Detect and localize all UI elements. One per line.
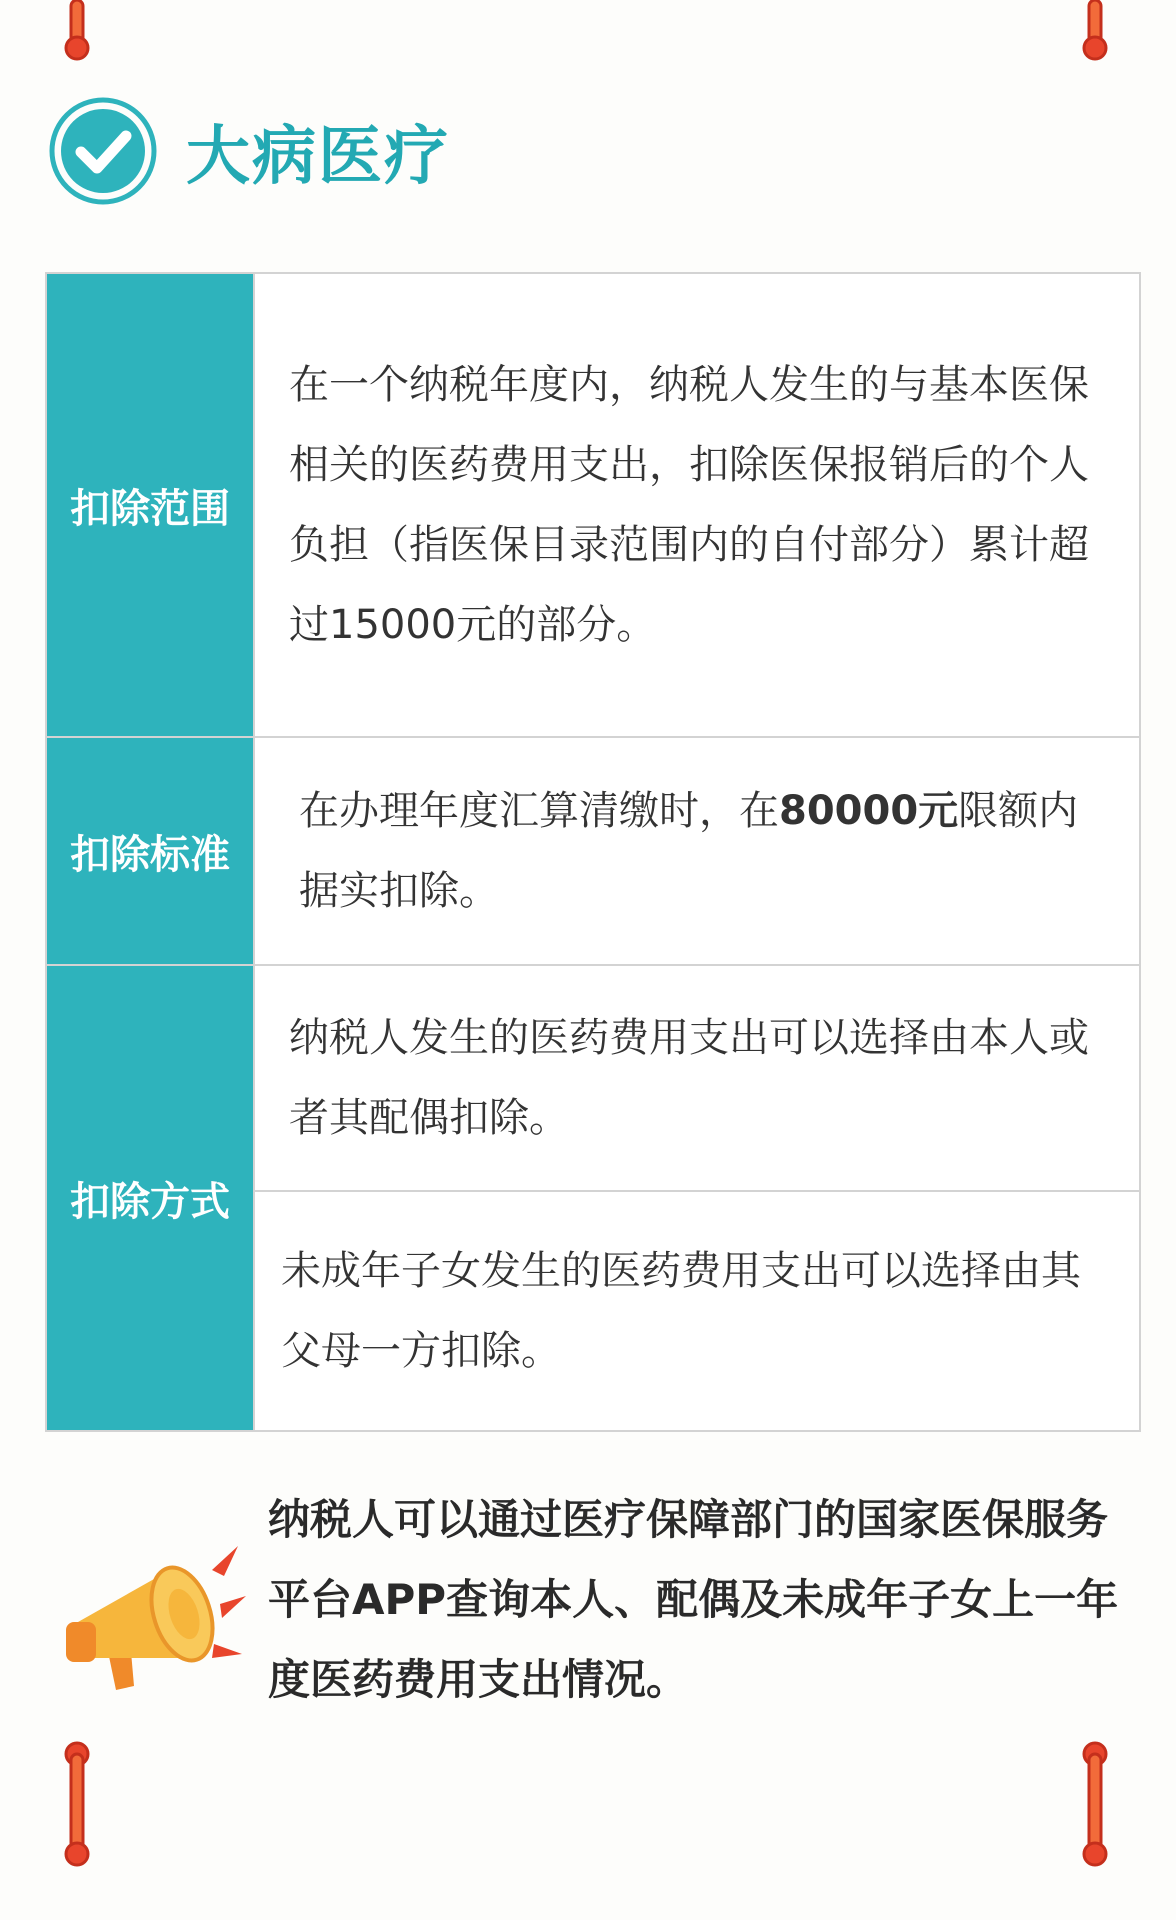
page-title: 大病医疗	[186, 120, 450, 194]
cell-standard	[254, 737, 1140, 965]
table-row	[46, 273, 1140, 737]
label-scope: 扣除范围	[46, 273, 254, 737]
check-circle-icon	[48, 96, 158, 206]
label-standard: 扣除标准	[46, 737, 254, 965]
method-item: 纳税人发生的医药费用支出可以选择由本人或者其配偶扣除。	[289, 1015, 1089, 1141]
notice-text: 纳税人可以通过医疗保障部门的国家医保服务平台APP查询本人、配偶及未成年子女上一年度医药费用支出情况。	[268, 1495, 1119, 1704]
label-method: 扣除方式	[46, 965, 254, 1431]
standard-text	[255, 771, 1139, 931]
method-item: 未成年子女发生的医药费用支出可以选择由其父母一方扣除。	[281, 1248, 1081, 1374]
deduction-table	[45, 272, 1141, 1432]
section-header	[48, 96, 450, 206]
standard-limit: 80000元	[779, 788, 959, 834]
cell-method-self	[254, 965, 1140, 1191]
standard-text-after: 限额内据实扣除。	[299, 788, 1079, 914]
table-row	[46, 965, 1140, 1191]
scope-text: 在一个纳税年度内，纳税人发生的与基本医保相关的医药费用支出，扣除医保报销后的个人负担（指医保目录范围内的自付部分）累计超过15000元的部分。	[289, 362, 1089, 648]
pin-top-right-icon	[1076, 0, 1114, 64]
cell-method-child	[254, 1191, 1140, 1431]
notice	[60, 1480, 1120, 1730]
megaphone-icon	[60, 1530, 250, 1700]
pin-bottom-right-icon	[1076, 1740, 1114, 1870]
table-row	[46, 737, 1140, 965]
standard-text-before: 在办理年度汇算清缴时，在	[299, 788, 779, 834]
cell-scope	[254, 273, 1140, 737]
pin-bottom-left-icon	[58, 1740, 96, 1870]
pin-top-left-icon	[58, 0, 96, 64]
